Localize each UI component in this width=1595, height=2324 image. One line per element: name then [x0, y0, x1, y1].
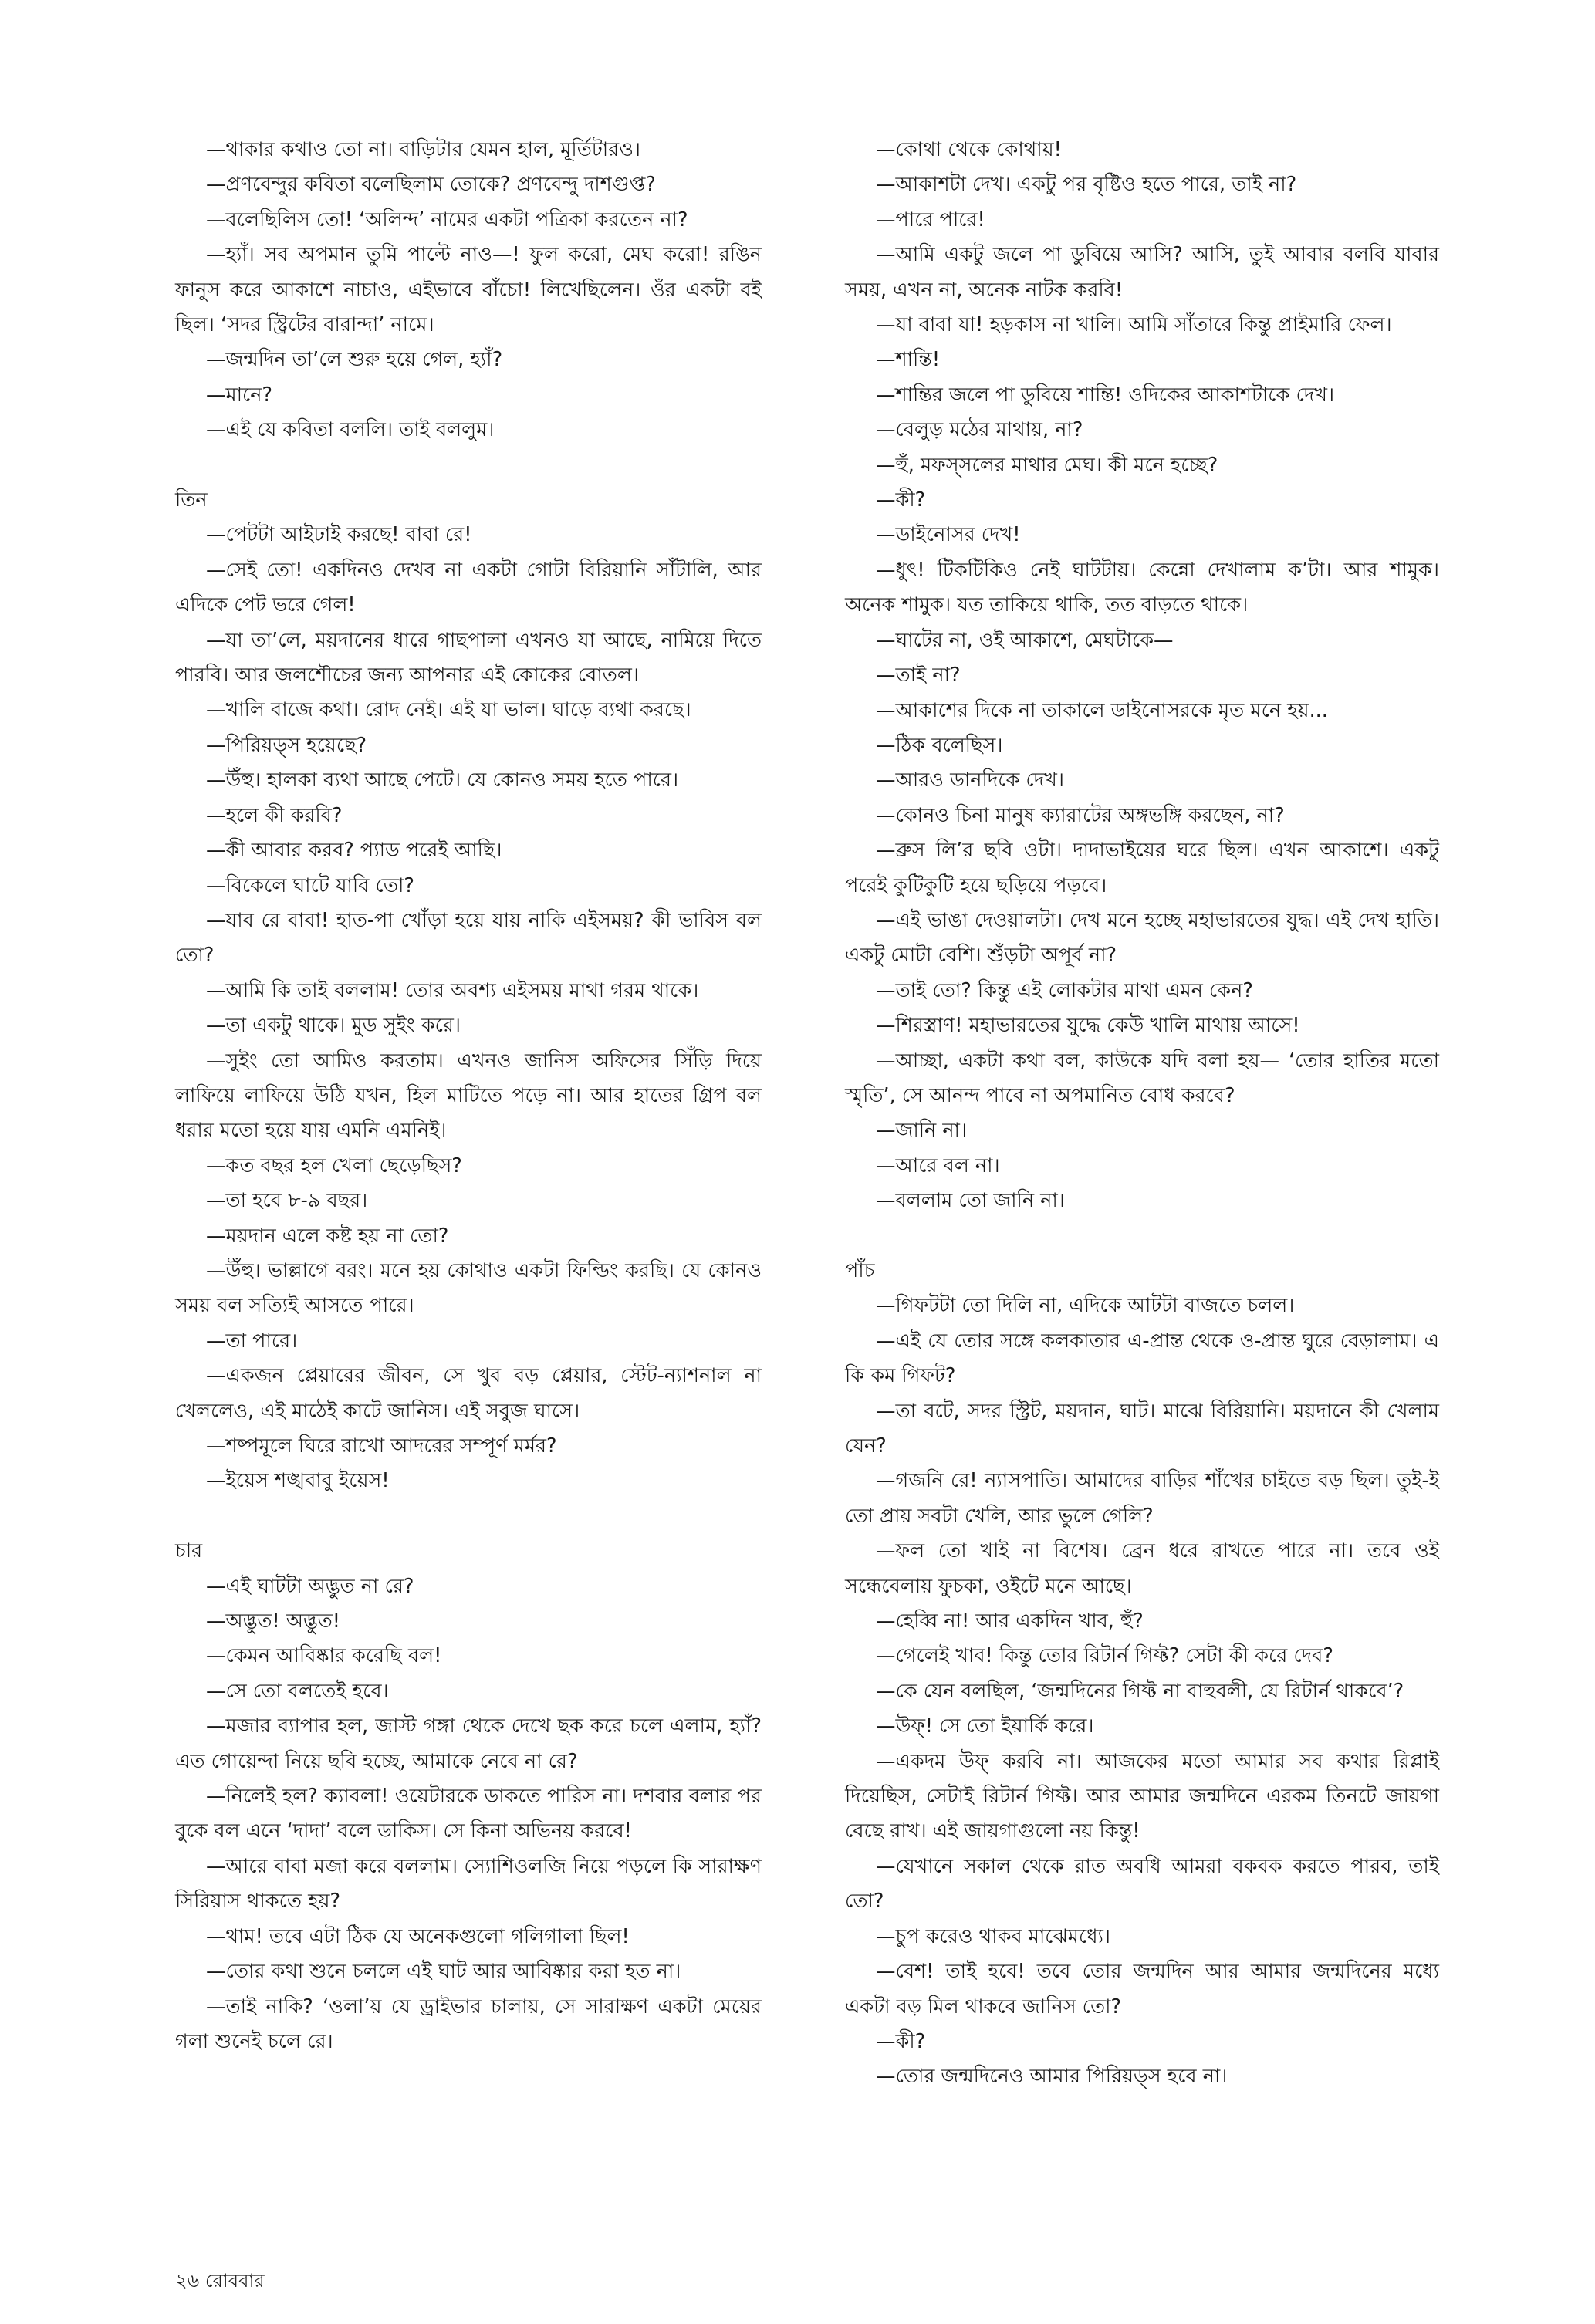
- right-column: [845, 133, 1439, 2095]
- dialogue-paragraph: —গেলেই খাব! কিন্তু তোর রিটার্ন গিফ্ট? সেটা কী করে দেব?: [876, 1644, 1333, 1668]
- dialogue-paragraph: —কী?: [876, 2029, 926, 2053]
- dialogue-paragraph: —সুইং তো আমিও করতাম। এখনও জানিস অফিসের সিঁড়ি দিয়ে লাফিয়ে লাফিয়ে উঠি যখন, হিল মাটিতে পড়ে না। আর হাতের গ্রিপ বল ধরার মতো হয়ে যায় এমনি এমনিই।: [175, 1049, 762, 1143]
- dialogue-paragraph: —ফল তো খাই না বিশেষ। ব্রেন ধরে রাখতে পারে না। তবে ওই সন্ধেবেলায় ফুচকা, ওইটে মনে আছে।: [845, 1539, 1439, 1598]
- dialogue-paragraph: —আরে বল না।: [876, 1154, 1000, 1177]
- dialogue-paragraph: —শান্তির জলে পা ডুবিয়ে শান্তি! ওদিকের আকাশটাকে দেখ।: [876, 383, 1335, 407]
- dialogue-paragraph: —শান্তি!: [876, 348, 941, 372]
- dialogue-paragraph: —যা বাবা যা! হড়কাস না খালি। আমি সাঁতারে কিন্তু প্রাইমারি ফেল।: [876, 313, 1392, 337]
- dialogue-paragraph: —গিফটটা তো দিলি না, এদিকে আটটা বাজতে চলল।: [876, 1294, 1295, 1318]
- dialogue-paragraph: —চুপ করেও থাকব মাঝেমধ্যে।: [876, 1924, 1111, 1948]
- section-heading: চার: [175, 1539, 203, 1563]
- dialogue-paragraph: —আরও ডানদিকে দেখ।: [876, 768, 1065, 792]
- dialogue-paragraph: —উঁহু। ভাল্লাগে বরং। মনে হয় কোথাও একটা ফিল্ডিং করছি। যে কোনও সময় বল সত্যিই আসতে পারে।: [175, 1258, 762, 1318]
- dialogue-paragraph: —ব্রুস লি’র ছবি ওটা। দাদাভাইয়ের ঘরে ছিল। এখন আকাশে। একটু পরেই কুটিকুটি হয়ে ছড়িয়ে পড়বে।: [845, 839, 1439, 897]
- dialogue-paragraph: —ঘাটের না, ওই আকাশে, মেঘটাকে—: [876, 628, 1174, 652]
- dialogue-paragraph: —তোর কথা শুনে চললে এই ঘাট আর আবিষ্কার করা হত না।: [206, 1960, 681, 1984]
- dialogue-paragraph: —আমি একটু জলে পা ডুবিয়ে আসি? আসি, তুই আবার বলবি যাবার সময়, এখন না, অনেক নাটক করবি!: [845, 243, 1439, 302]
- left-column: [175, 133, 762, 2059]
- page-folio: ২৬ রোববার: [175, 2270, 265, 2292]
- dialogue-paragraph: —হেব্বি না! আর একদিন খাব, হুঁ?: [876, 1610, 1144, 1633]
- section-heading: তিন: [175, 488, 208, 512]
- dialogue-paragraph: —তাই তো? কিন্তু এই লোকটার মাথা এমন কেন?: [876, 978, 1253, 1002]
- dialogue-paragraph: —মজার ব্যাপার হল, জাস্ট গঙ্গা থেকে দেখে ছক করে চলে এলাম, হ্যাঁ? এত গোয়েন্দা নিয়ে ছবি হচ্ছে, আমাকে নেবে না রে?: [175, 1714, 762, 1773]
- dialogue-paragraph: —বিকেলে ঘাটে যাবি তো?: [206, 873, 414, 897]
- dialogue-paragraph: —যাব রে বাবা! হাত-পা খোঁড়া হয়ে যায় নাকি এইসময়? কী ভাবিস বল তো?: [175, 908, 762, 968]
- dialogue-paragraph: —তোর জন্মদিনেও আমার পিরিয়ড্স হবে না।: [876, 2065, 1228, 2089]
- dialogue-paragraph: —বললাম তো জানি না।: [876, 1189, 1065, 1213]
- dialogue-paragraph: —আরে বাবা মজা করে বললাম। স্যোশিওলজি নিয়ে পড়লে কি সারাক্ষণ সিরিয়াস থাকতে হয়?: [175, 1854, 762, 1914]
- dialogue-paragraph: —থাকার কথাও তো না। বাড়িটার যেমন হাল, মূর্তিটারও।: [206, 138, 641, 161]
- dialogue-paragraph: —এই যে তোর সঙ্গে কলকাতার এ-প্রান্ত থেকে ও-প্রান্ত ঘুরে বেড়ালাম। এ কি কম গিফট?: [845, 1329, 1439, 1388]
- dialogue-paragraph: —প্রণবেন্দুর কবিতা বলেছিলাম তোকে? প্রণবেন্দু দাশগুপ্ত?: [206, 173, 656, 197]
- dialogue-paragraph: —উঁহু। হালকা ব্যথা আছে পেটে। যে কোনও সময় হতে পারে।: [206, 768, 679, 792]
- dialogue-paragraph: —বলেছিলিস তো! ‘অলিন্দ’ নামের একটা পত্রিকা করতেন না?: [206, 208, 688, 231]
- dialogue-paragraph: —ইয়েস শঙ্খবাবু ইয়েস!: [206, 1469, 390, 1493]
- dialogue-paragraph: —হুঁ, মফস্সলের মাথার মেঘ। কী মনে হচ্ছে?: [876, 453, 1218, 477]
- dialogue-paragraph: —তা হবে ৮-৯ বছর।: [206, 1189, 368, 1213]
- dialogue-paragraph: —যা তা’লে, ময়দানের ধারে গাছপালা এখনও যা আছে, নামিয়ে দিতে পারবি। আর জলশৌচের জন্য আপনার এই কোকের বোতল।: [175, 628, 762, 687]
- dialogue-paragraph: —একদম উফ্ করবি না। আজকের মতো আমার সব কথার রিপ্লাই দিয়েছিস, সেটাই রিটার্ন গিফ্ট। আর আমার জন্মদিনে এরকম তিনটে জায়গা বেছে রাখ। এই জায়গাগুলো নয় কিন্তু!: [845, 1749, 1439, 1843]
- dialogue-paragraph: —একজন প্লেয়ারের জীবন, সে খুব বড় প্লেয়ার, স্টেট-ন্যাশনাল না খেললেও, এই মাঠেই কাটে জানিস। এই সবুজ ঘাসে।: [175, 1364, 762, 1423]
- dialogue-paragraph: —এই যে কবিতা বললি। তাই বললুম।: [206, 418, 495, 442]
- dialogue-paragraph: —জানি না।: [876, 1119, 968, 1143]
- dialogue-paragraph: —গজনি রে! ন্যাসপাতি। আমাদের বাড়ির শাঁখের চাইতে বড় ছিল। তুই-ই তো প্রায় সবটা খেলি, আর ভুলে গেলি?: [845, 1469, 1439, 1528]
- dialogue-paragraph: —পারে পারে!: [876, 208, 985, 231]
- dialogue-paragraph: —খালি বাজে কথা। রোদ নেই। এই যা ভাল। ঘাড়ে ব্যথা করছে।: [206, 698, 691, 722]
- dialogue-paragraph: —ধুৎ! টিকটিকিও নেই ঘাটটায়। কেন্নো দেখালাম ক’টা। আর শামুক। অনেক শামুক। যত তাকিয়ে থাকি, তত বাড়তে থাকে।: [845, 558, 1439, 617]
- dialogue-paragraph: —নিলেই হল? ক্যাবলা! ওয়েটারকে ডাকতে পারিস না। দশবার বলার পর বুকে বল এনে ‘দাদা’ বলে ডাকিস। সে কিনা অভিনয় করবে!: [175, 1785, 762, 1843]
- dialogue-paragraph: —তা একটু থাকে। মুড সুইং করে।: [206, 1014, 461, 1038]
- dialogue-paragraph: —বেলুড় মঠের মাথায়, না?: [876, 418, 1083, 442]
- dialogue-paragraph: —কোথা থেকে কোথায়!: [876, 138, 1062, 161]
- dialogue-paragraph: —যেখানে সকাল থেকে রাত অবধি আমরা বকবক করতে পারব, তাই তো?: [845, 1854, 1439, 1914]
- dialogue-paragraph: —ঠিক বলেছিস।: [876, 733, 1003, 757]
- dialogue-paragraph: —ডাইনোসর দেখ!: [876, 523, 1021, 547]
- dialogue-paragraph: —তাই নাকি? ‘ওলা’য় যে ড্রাইভার চালায়, সে সারাক্ষণ একটা মেয়ের গলা শুনেই চলে রে।: [175, 1995, 762, 2053]
- section-heading: পাঁচ: [845, 1258, 875, 1282]
- dialogue-paragraph: —উফ্! সে তো ইয়ার্কি করে।: [876, 1714, 1094, 1738]
- dialogue-paragraph: —বেশ! তাই হবে! তবে তোর জন্মদিন আর আমার জন্মদিনের মধ্যে একটা বড় মিল থাকবে জানিস তো?: [845, 1960, 1439, 2018]
- dialogue-paragraph: —কোনও চিনা মানুষ ক্যারাটের অঙ্গভঙ্গি করছেন, না?: [876, 803, 1285, 827]
- dialogue-paragraph: —থাম! তবে এটা ঠিক যে অনেকগুলো গলিগালা ছিল!: [206, 1924, 630, 1948]
- dialogue-paragraph: —জন্মদিন তা’লে শুরু হয়ে গেল, হ্যাঁ?: [206, 348, 503, 372]
- dialogue-paragraph: —শষ্পমূলে ঘিরে রাখো আদরের সম্পূর্ণ মর্মর?: [206, 1434, 557, 1458]
- dialogue-paragraph: —সে তো বলতেই হবে।: [206, 1679, 389, 1703]
- dialogue-paragraph: —হলে কী করবি?: [206, 803, 343, 827]
- dialogue-paragraph: —তা পারে।: [206, 1329, 298, 1353]
- dialogue-paragraph: —তা বটে, সদর স্ট্রিট, ময়দান, ঘাট। মাঝে বিরিয়ানি। ময়দানে কী খেলাম যেন?: [845, 1399, 1439, 1458]
- dialogue-paragraph: —মানে?: [206, 383, 273, 407]
- dialogue-paragraph: —কে যেন বলছিল, ‘জন্মদিনের গিফ্ট না বাহুবলী, যে রিটার্ন থাকবে’?: [876, 1679, 1404, 1703]
- dialogue-paragraph: —পিরিয়ড্স হয়েছে?: [206, 733, 367, 757]
- dialogue-paragraph: —অদ্ভুত! অদ্ভুত!: [206, 1610, 341, 1633]
- dialogue-paragraph: —এই ঘাটটা অদ্ভুত না রে?: [206, 1574, 414, 1598]
- dialogue-paragraph: —সেই তো! একদিনও দেখব না একটা গোটা বিরিয়ানি সাঁটালি, আর এদিকে পেট ভরে গেল!: [175, 558, 762, 617]
- dialogue-paragraph: —আমি কি তাই বললাম! তোর অবশ্য এইসময় মাথা গরম থাকে।: [206, 978, 699, 1002]
- dialogue-paragraph: —এই ভাঙা দেওয়ালটা। দেখ মনে হচ্ছে মহাভারতের যুদ্ধ। এই দেখ হাতি। একটু মোটা বেশি। শুঁড়টা অপূর্ব না?: [845, 908, 1439, 968]
- dialogue-paragraph: —আকাশের দিকে না তাকালে ডাইনোসরকে মৃত মনে হয়...: [876, 698, 1328, 722]
- dialogue-paragraph: —তাই না?: [876, 664, 961, 687]
- dialogue-paragraph: —হ্যাঁ। সব অপমান তুমি পাল্টে নাও—! ফুল করো, মেঘ করো! রঙিন ফানুস করে আকাশে নাচাও, এইভাবে বাঁচো! লিখেছিলেন। ওঁর একটা বই ছিল। ‘সদর স্ট্রিটের বারান্দা’ নামে।: [175, 243, 762, 337]
- dialogue-paragraph: —আকাশটা দেখ। একটু পর বৃষ্টিও হতে পারে, তাই না?: [876, 173, 1297, 197]
- dialogue-paragraph: —কী?: [876, 488, 926, 512]
- dialogue-paragraph: —আচ্ছা, একটা কথা বল, কাউকে যদি বলা হয়— ‘তোর হাতির মতো স্মৃতি’, সে আনন্দ পাবে না অপমানিত বোধ করবে?: [845, 1049, 1439, 1107]
- dialogue-paragraph: —কত বছর হল খেলা ছেড়েছিস?: [206, 1154, 462, 1177]
- dialogue-paragraph: —কেমন আবিষ্কার করেছি বল!: [206, 1644, 442, 1668]
- dialogue-paragraph: —পেটটা আইঢাই করছে! বাবা রে!: [206, 523, 472, 547]
- dialogue-paragraph: —কী আবার করব? প্যাড পরেই আছি।: [206, 839, 502, 863]
- dialogue-paragraph: —ময়দান এলে কষ্ট হয় না তো?: [206, 1224, 449, 1248]
- dialogue-paragraph: —শিরস্ত্রাণ! মহাভারতের যুদ্ধে কেউ খালি মাথায় আসে!: [876, 1014, 1300, 1038]
